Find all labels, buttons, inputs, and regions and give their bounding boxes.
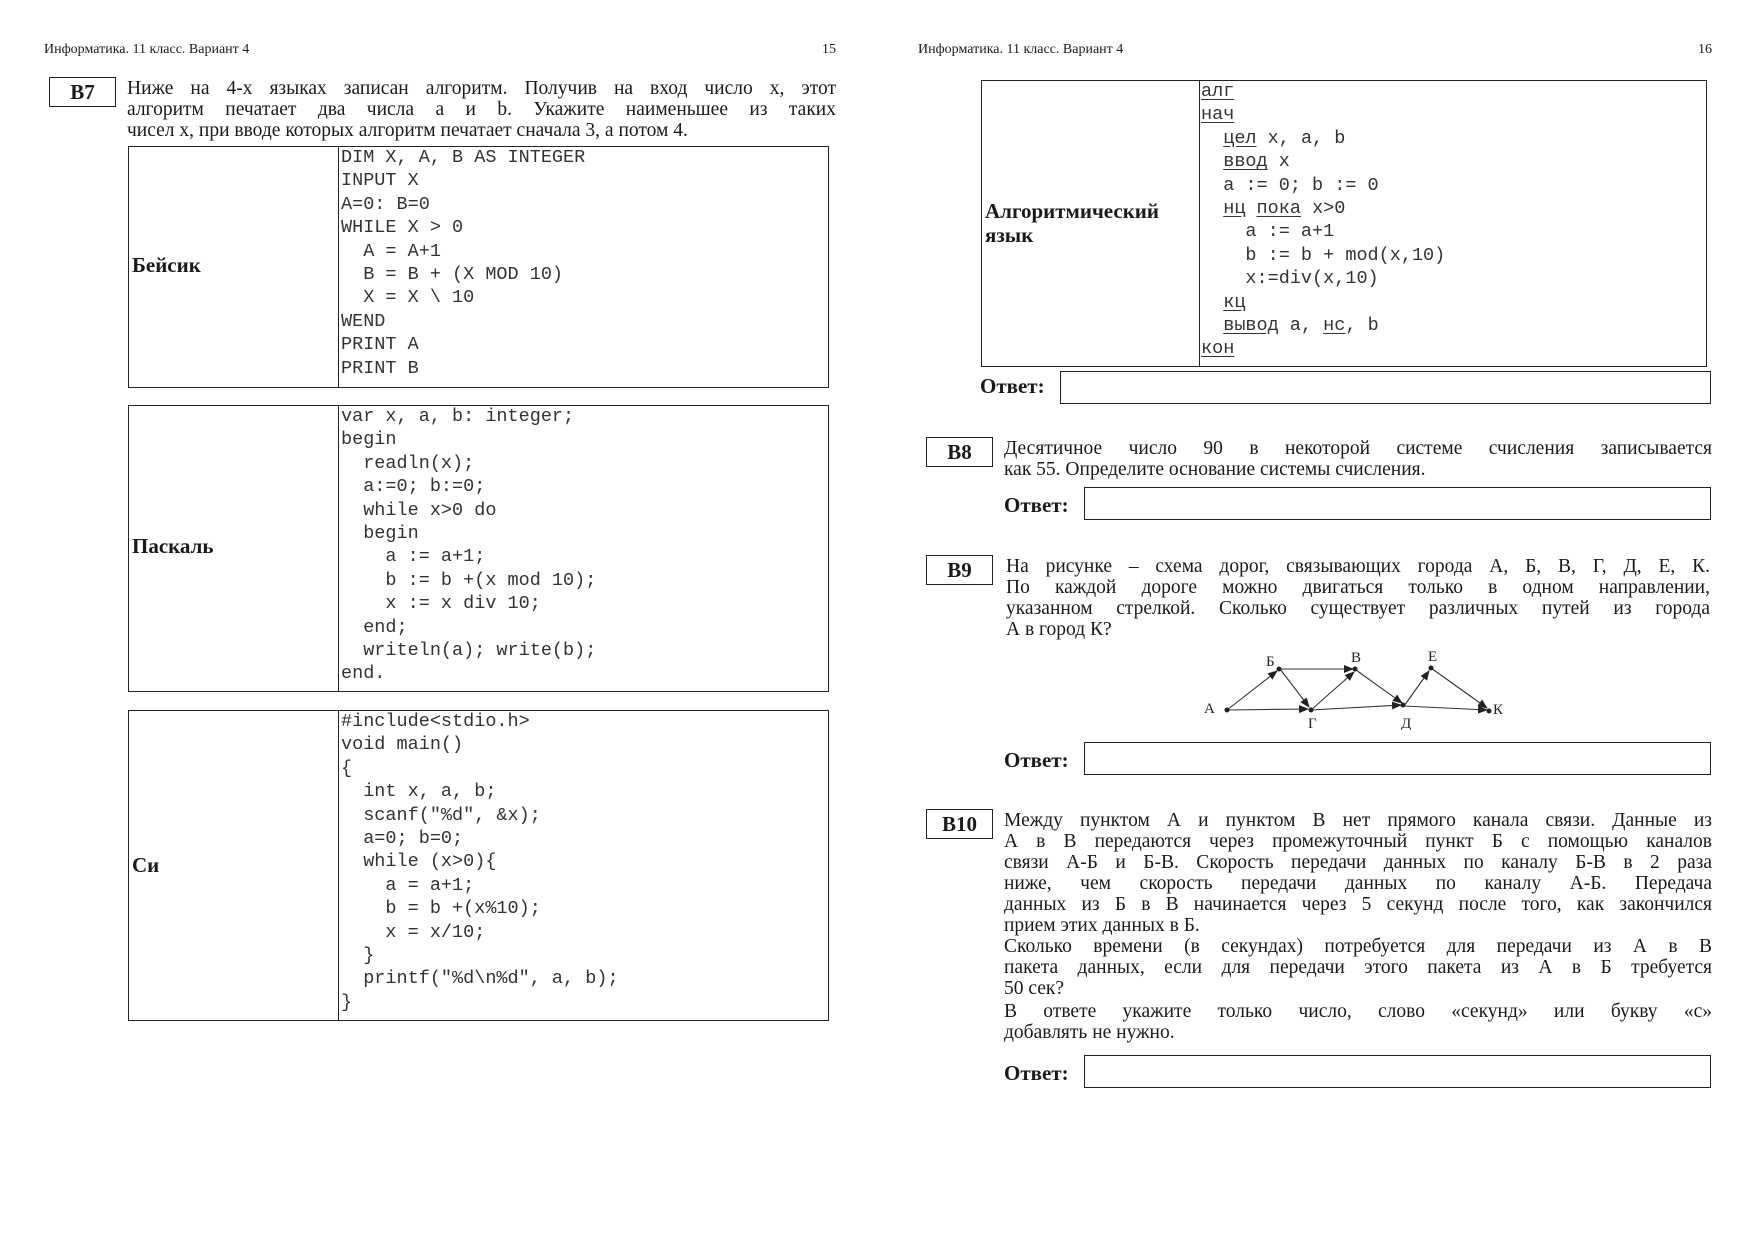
- b10-text-line: связи А-Б и Б-В. Скорость передачи данных по каналу Б-В в 2 раза: [1004, 852, 1712, 873]
- alg-code-line: нц пока x>0: [1223, 198, 1346, 220]
- edge-g-v: [1311, 672, 1354, 710]
- alg-code-line: [1201, 80, 1445, 103]
- code-table-basic: [128, 146, 829, 388]
- b10-text-line: Сколько времени (в секундах) потребуется для передачи из А в В: [1004, 936, 1712, 957]
- node-label-k: К: [1493, 702, 1504, 718]
- code-table-alg: [981, 80, 1707, 367]
- b10-text-line: прием этих данных в Б.: [1004, 915, 1200, 936]
- b10-text-line: Между пунктом А и пунктом В нет прямого канала связи. Данные из: [1004, 810, 1712, 831]
- b7-question-text: [127, 78, 836, 141]
- node-label-d: Д: [1401, 716, 1412, 730]
- lang-label-c: Си: [132, 853, 160, 877]
- code-basic: DIM X, A, B AS INTEGER INPUT X A=0: B=0 WHILE X > 0 A = A+1 B = B + (X MOD 10) X = X \ 10 WEND PRINT A PRINT B: [341, 147, 586, 379]
- alg-keyword: цел: [1223, 127, 1257, 149]
- code-table-pascal: [128, 405, 829, 692]
- node-label-v: В: [1351, 650, 1362, 666]
- alg-keyword: алг: [1201, 81, 1235, 102]
- left-page-number: 15: [822, 42, 836, 57]
- alg-keyword: нач: [1201, 104, 1235, 126]
- lang-cell-pascal: [129, 406, 339, 691]
- b9-text-line: указанном стрелкой. Сколько существует различных путей из города: [1006, 598, 1710, 619]
- code-alg: [1201, 80, 1445, 361]
- edge-a-b: [1227, 671, 1277, 710]
- b10-text-line: А в В передаются через промежуточный пункт Б с помощью каналов: [1004, 831, 1712, 852]
- code-table-c: [128, 710, 829, 1021]
- right-page-header: Информатика. 11 класс. Вариант 4: [918, 42, 1124, 57]
- b7-text-line: алгоритм печатает два числа a и b. Укажите наименьшее из таких: [127, 99, 836, 120]
- lang-cell-c: [129, 711, 339, 1020]
- question-label-b7: B7: [49, 77, 116, 107]
- edge-b-g: [1280, 669, 1309, 707]
- b10-question-text: [1004, 810, 1712, 1043]
- b10-text-line: данных из Б в В начинается через 5 секунд после того, как закончился: [1004, 894, 1712, 915]
- node-label-b: Б: [1266, 654, 1275, 670]
- code-pascal: var x, a, b: integer; begin readln(x); a:=0; b:=0; while x>0 do begin a := a+1; b := b +(x mod 10); x := x div 10; end; writeln(a); write(b); end.: [341, 406, 597, 685]
- node-label-a: А: [1204, 701, 1215, 717]
- node-d: [1401, 703, 1406, 708]
- alg-code-line: [1201, 291, 1445, 314]
- lang-label-basic: Бейсик: [132, 253, 201, 277]
- alg-code-line: цел x, a, b: [1223, 127, 1346, 149]
- b10-text-line: В ответе укажите только число, слово «секунд» или букву «с»: [1004, 1001, 1712, 1022]
- b10-text-line: добавлять не нужно.: [1004, 1022, 1175, 1043]
- lang-cell-alg: [982, 81, 1200, 366]
- node-label-g: Г: [1308, 716, 1317, 730]
- b10-text-line: пакета данных, если для передачи этого пакета из А в Б требуется: [1004, 957, 1712, 978]
- node-a: [1225, 708, 1230, 713]
- question-label-b8: B8: [926, 437, 993, 467]
- alg-keyword: ввод: [1223, 151, 1268, 173]
- lang-cell-basic: [129, 147, 339, 387]
- b9-text-line: На рисунке – схема дорог, связывающих города А, Б, В, Г, Д, Е, К.: [1006, 556, 1710, 577]
- lang-label-alg: Алгоритмический язык: [985, 199, 1159, 247]
- node-k: [1487, 709, 1492, 714]
- road-graph: [1195, 645, 1520, 730]
- node-g: [1309, 708, 1314, 713]
- node-v: [1353, 667, 1358, 672]
- alg-code-line: [1201, 337, 1445, 360]
- b7-answer-label: Ответ:: [980, 374, 1045, 398]
- b9-text-line: По каждой дороге можно двигаться только в одном направлении,: [1006, 577, 1710, 598]
- b9-answer-input[interactable]: [1084, 742, 1711, 775]
- b8-answer-input[interactable]: [1084, 487, 1711, 520]
- b9-answer-label: Ответ:: [1004, 748, 1069, 772]
- b7-text-line: Ниже на 4-х языках записан алгоритм. Получив на вход число x, этот: [127, 78, 836, 99]
- b8-text-line: как 55. Определите основание системы счисления.: [1004, 459, 1426, 480]
- b8-question-text: [1004, 438, 1712, 480]
- edge-e-k: [1431, 668, 1487, 708]
- alg-code-line: x:=div(x,10): [1245, 268, 1379, 290]
- right-page-number: 16: [1698, 42, 1712, 57]
- edge-v-d: [1356, 670, 1402, 703]
- b9-text-line: А в город К?: [1006, 619, 1112, 640]
- alg-keyword: кц: [1223, 291, 1246, 313]
- node-label-e: Е: [1428, 649, 1438, 665]
- b9-question-text: [1006, 556, 1710, 640]
- alg-code-line: a := 0; b := 0: [1223, 174, 1379, 196]
- alg-code-line: [1201, 103, 1445, 126]
- lang-label-pascal: Паскаль: [132, 534, 214, 558]
- left-page-header: Информатика. 11 класс. Вариант 4: [44, 42, 250, 57]
- node-b: [1277, 667, 1282, 672]
- b8-answer-label: Ответ:: [1004, 493, 1069, 517]
- question-label-b10: B10: [926, 809, 993, 839]
- alg-keyword: нц: [1223, 198, 1246, 220]
- b7-text-line: чисел x, при вводе которых алгоритм печатает сначала 3, а потом 4.: [127, 120, 688, 141]
- edge-a-g: [1227, 709, 1308, 710]
- alg-keyword: кон: [1201, 338, 1235, 360]
- b10-text-line: 50 сек?: [1004, 978, 1065, 999]
- b7-answer-input[interactable]: [1060, 371, 1711, 404]
- b10-answer-input[interactable]: [1084, 1055, 1711, 1088]
- alg-code-line: ввод x: [1223, 151, 1290, 173]
- b10-text-line: ниже, чем скорость передачи данных по каналу А-Б. Передача: [1004, 873, 1712, 894]
- edge-g-d: [1311, 705, 1401, 710]
- alg-code-line: a := a+1: [1245, 221, 1335, 243]
- alg-keyword: пока: [1256, 198, 1301, 220]
- alg-keyword: нс: [1323, 315, 1346, 337]
- b8-text-line: Десятичное число 90 в некоторой системе счисления записывается: [1004, 438, 1712, 459]
- alg-keyword: вывод: [1223, 315, 1279, 337]
- question-label-b9: B9: [926, 555, 993, 585]
- alg-code-line: b := b + mod(x,10): [1245, 244, 1446, 266]
- edge-d-e: [1404, 671, 1429, 706]
- node-e: [1429, 666, 1434, 671]
- edge-d-k: [1404, 706, 1487, 710]
- code-c: #include<stdio.h> void main() { int x, a, b; scanf("%d", &x); a=0; b=0; while (x>0){ a = a+1; b = b +(x%10); x = x/10; } printf("%d\n%d", a, b); }: [341, 711, 619, 1013]
- b10-answer-label: Ответ:: [1004, 1061, 1069, 1085]
- alg-code-line: вывод a, нс, b: [1223, 315, 1379, 337]
